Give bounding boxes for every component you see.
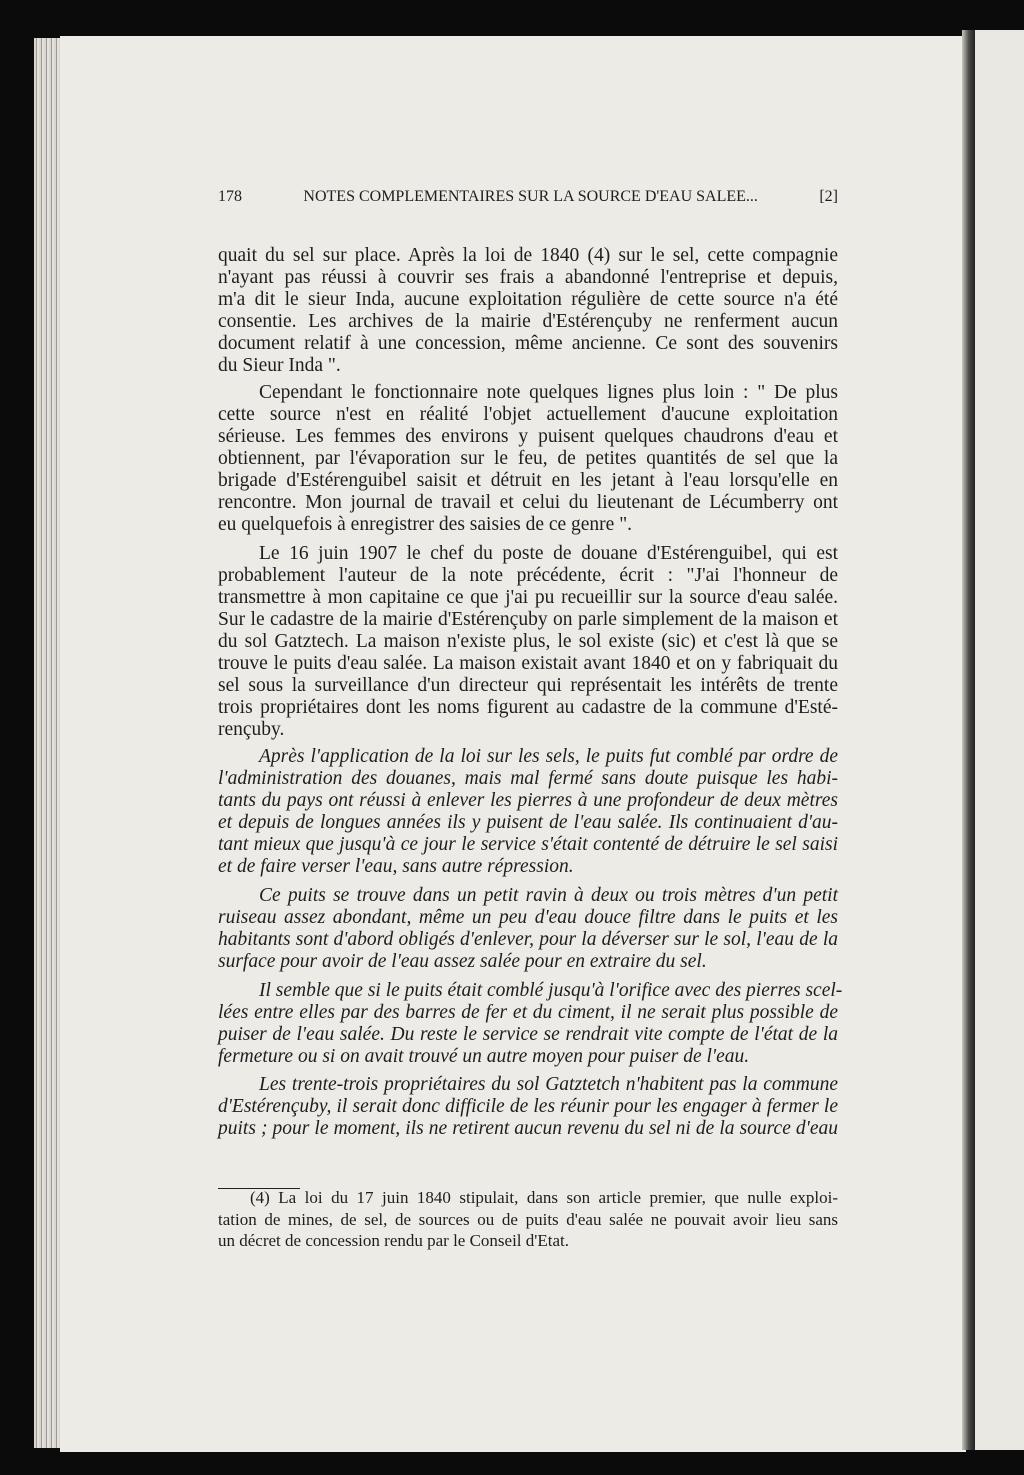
- paragraph: [218, 245, 838, 377]
- text-line: d'Estérençuby, il serait donc difficile de les réunir pour les engager à fermer le: [218, 1096, 838, 1117]
- text-line: Ce puits se trouve dans un petit ravin à deux ou trois mètres d'un petit: [259, 885, 838, 906]
- text-line: du sol Gatztech. La maison n'existe plus, le sol existe (sic) et c'est là que se: [218, 631, 838, 652]
- text-line: quait du sel sur place. Après la loi de 1840 (4) sur le sel, cette compagnie: [218, 245, 838, 266]
- running-header: [218, 188, 838, 206]
- book-gutter: [962, 30, 976, 1450]
- text-line: rencontre. Mon journal de travail et celui du lieutenant de Lécumberry ont: [218, 492, 838, 513]
- paragraph: [218, 1074, 838, 1140]
- text-line: brigade d'Estérenguibel saisit et détruit en les jetant à l'eau lorsqu'elle en: [218, 470, 838, 491]
- text-line: Cependant le fonctionnaire note quelques lignes plus loin : " De plus: [259, 382, 838, 403]
- text-line: et depuis de longues années ils y puisent de l'eau salée. Ils continuaient d'au-: [218, 812, 838, 833]
- page-number: 178: [218, 188, 242, 205]
- text-line: puits ; pour le moment, ils ne retirent aucun revenu du sel ni de la source d'eau: [218, 1118, 838, 1139]
- paragraph: [218, 382, 838, 536]
- text-line: habitants sont d'abord obligés d'enlever, pour la déverser sur le sol, l'eau de la: [218, 929, 838, 950]
- text-line: et de faire verser l'eau, sans autre répression.: [218, 856, 574, 877]
- text-line: fermeture ou si on avait trouvé un autre moyen pour puiser de l'eau.: [218, 1046, 750, 1067]
- paragraph: [218, 885, 838, 973]
- text-line: puiser de l'eau salée. Du reste le service se rendrait vite compte de l'état de la: [218, 1024, 838, 1045]
- section-marker: [2]: [819, 188, 838, 205]
- footnote: [218, 1187, 838, 1252]
- text-line: lées entre elles par des barres de fer et du ciment, il ne serait plus possible de: [218, 1002, 838, 1023]
- text-line: cette source n'est en réalité l'objet actuellement d'aucune exploitation: [218, 404, 838, 425]
- text-line: rençuby.: [218, 719, 285, 740]
- facing-page-edge: [975, 30, 1024, 1450]
- text-line: Sur le cadastre de la mairie d'Estérençuby on parle simplement de la maison et: [218, 609, 838, 630]
- text-line: trois propriétaires dont les noms figurent au cadastre de la commune d'Esté-: [218, 697, 838, 718]
- text-line: transmettre à mon capitaine ce que j'ai pu recueillir sur la source d'eau salée.: [218, 587, 838, 608]
- text-line: n'ayant pas réussi à couvrir ses frais a abandonné l'entreprise et depuis,: [218, 267, 838, 288]
- text-line: consentie. Les archives de la mairie d'Estérençuby ne renferment aucun: [218, 311, 838, 332]
- paragraph: [218, 543, 838, 741]
- paragraph: [218, 980, 843, 1068]
- text-line: Il semble que si le puits était comblé jusqu'à l'orifice avec des pierres scel-: [259, 980, 843, 1001]
- paragraph: [218, 746, 838, 878]
- running-title: NOTES COMPLEMENTAIRES SUR LA SOURCE D'EAU SALEE...: [303, 188, 758, 205]
- footnote-line: un décret de concession rendu par le Conseil d'Etat.: [218, 1231, 569, 1250]
- text-line: eu quelquefois à enregistrer des saisies de ce genre ".: [218, 514, 633, 535]
- text-line: du Sieur Inda ".: [218, 355, 341, 376]
- text-line: l'administration des douanes, mais mal fermé sans doute puisque les habi-: [218, 768, 838, 789]
- text-line: document relatif à une concession, même ancienne. Ce sont des souvenirs: [218, 333, 838, 354]
- text-line: obtiennent, par l'évaporation sur le feu, de petites quantités de sel que la: [218, 448, 838, 469]
- text-line: sérieuse. Les femmes des environs y puisent quelques chaudrons d'eau et: [218, 426, 838, 447]
- text-line: tants du pays ont réussi à enlever les pierres à une profondeur de deux mètres: [218, 790, 838, 811]
- text-line: ruiseau assez abondant, même un peu d'eau douce filtre dans le puits et les: [218, 907, 838, 928]
- text-line: tant mieux que jusqu'à ce jour le service s'était contenté de détruire le sel saisi: [218, 834, 838, 855]
- text-line: Le 16 juin 1907 le chef du poste de douane d'Estérenguibel, qui est: [259, 543, 838, 564]
- text-line: m'a dit le sieur Inda, aucune exploitation régulière de cette source n'a été: [218, 289, 838, 310]
- footnote-line: tation de mines, de sel, de sources ou de puits d'eau salée ne pouvait avoir lieu sans: [218, 1209, 838, 1229]
- page-edges: [34, 38, 62, 1448]
- footnote-line: (4) La loi du 17 juin 1840 stipulait, dans son article premier, que nulle exploi-: [250, 1188, 838, 1207]
- text-line: surface pour avoir de l'eau assez salée pour en extraire du sel.: [218, 951, 707, 972]
- text-line: probablement l'auteur de la note précédente, écrit : "J'ai l'honneur de: [218, 565, 838, 586]
- text-line: trouve le puits d'eau salée. La maison existait avant 1840 et on y fabriquait du: [218, 653, 838, 674]
- text-line: Après l'application de la loi sur les sels, le puits fut comblé par ordre de: [259, 746, 838, 767]
- text-line: Les trente-trois propriétaires du sol Gatztetch n'habitent pas la commune: [259, 1074, 838, 1095]
- text-line: sel sous la surveillance d'un directeur qui représentait les intérêts de trente: [218, 675, 838, 696]
